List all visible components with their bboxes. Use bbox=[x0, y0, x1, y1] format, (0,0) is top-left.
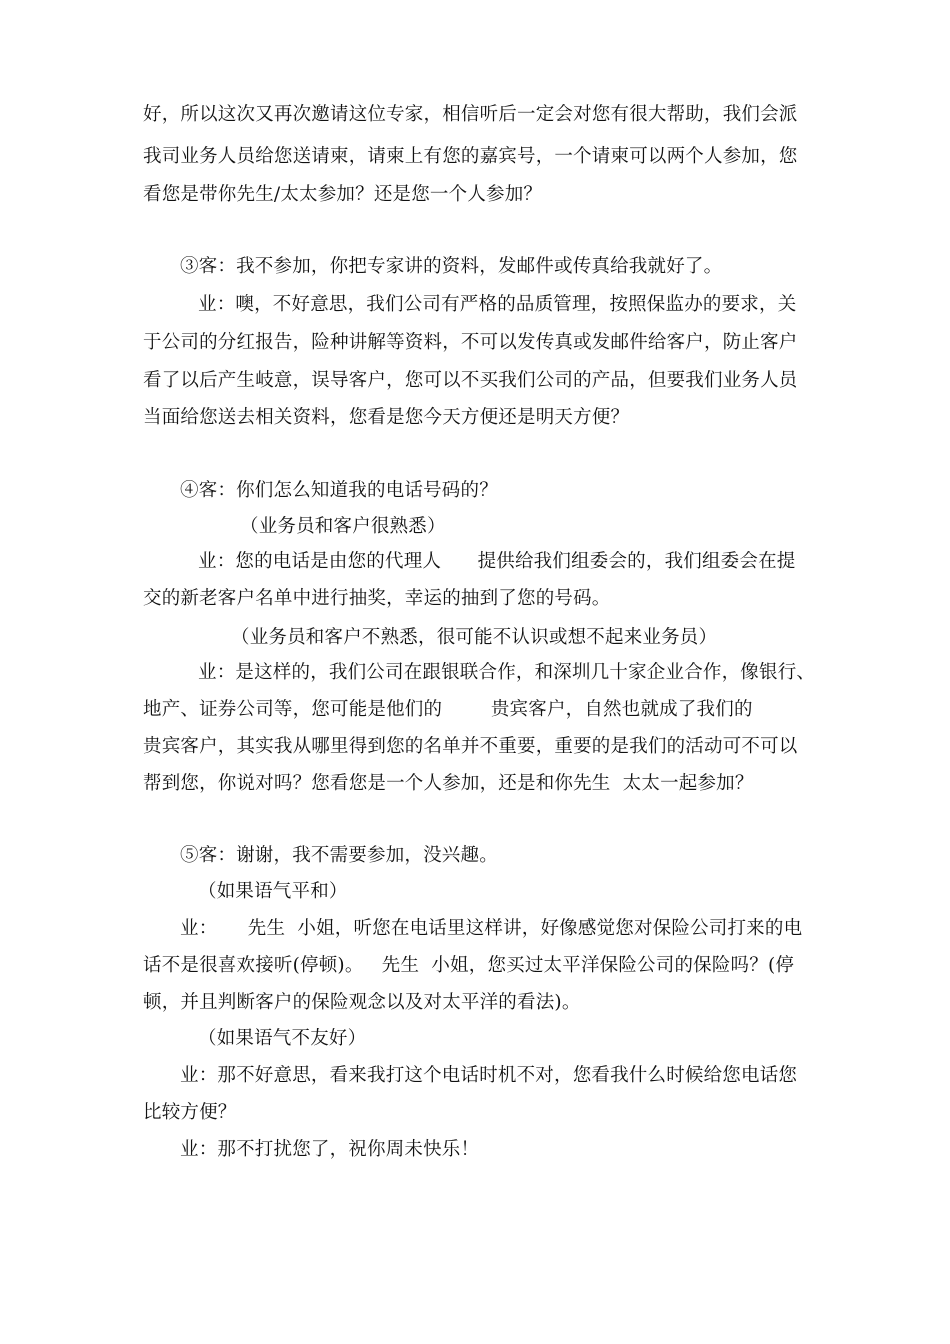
agent-reply-3-line-2: 于公司的分红报告，险种讲解等资料，不可以发传真或发邮件给客户，防止客户 bbox=[143, 332, 798, 353]
agent-reply-5a-line-1: 业： 先生 小姐，听您在电话里这样讲，好像感觉您对保险公司打来的电 bbox=[180, 918, 803, 939]
agent-reply-5b-line-1: 业：那不好意思，看来我打这个电话时机不对，您看我什么时候给您电话您 bbox=[180, 1065, 798, 1086]
condition-unfriendly-tone: （如果语气不友好） bbox=[198, 1028, 367, 1049]
agent-reply-5a-line-3: 顿，并且判断客户的保险观念以及对太平洋的看法)。 bbox=[143, 992, 581, 1013]
agent-reply-5b-line-2: 比较方便？ bbox=[143, 1102, 237, 1123]
agent-reply-5a-line-2: 话不是很喜欢接听(停顿)。 先生 小姐，您买过太平洋保险公司的保险吗？(停 bbox=[143, 955, 795, 976]
agent-reply-4b-line-1: 业：是这样的，我们公司在跟银联合作，和深圳几十家企业合作，像银行、 bbox=[198, 662, 816, 683]
agent-reply-3-line-4: 当面给您送去相关资料，您看是您今天方便还是明天方便？ bbox=[143, 407, 630, 428]
agent-reply-4a-line-2: 交的新老客户名单中进行抽奖，幸运的抽到了您的号码。 bbox=[143, 588, 611, 609]
agent-reply-4b-line-4: 帮到您，你说对吗？您看您是一个人参加，还是和你先生 太太一起参加？ bbox=[143, 773, 754, 794]
customer-line-4: ④客：你们怎么知道我的电话号码的？ bbox=[180, 480, 498, 501]
paragraph-line-1: 好，所以这次又再次邀请这位专家，相信听后一定会对您有很大帮助，我们会派 bbox=[143, 104, 798, 125]
condition-calm-tone: （如果语气平和） bbox=[198, 881, 348, 902]
agent-reply-4a-line-1: 业：您的电话是由您的代理人 提供给我们组委会的，我们组委会在提 bbox=[198, 551, 796, 572]
condition-familiar: （业务员和客户很熟悉） bbox=[240, 516, 446, 537]
agent-closing-line: 业：那不打扰您了，祝你周未快乐！ bbox=[180, 1139, 480, 1160]
agent-reply-3-line-1: 业：噢，不好意思，我们公司有严格的品质管理，按照保监办的要求，关 bbox=[198, 294, 797, 315]
paragraph-line-2: 我司业务人员给您送请柬，请柬上有您的嘉宾号，一个请柬可以两个人参加，您 bbox=[143, 146, 798, 167]
agent-reply-3-line-3: 看了以后产生岐意，误导客户，您可以不买我们公司的产品，但要我们业务人员 bbox=[143, 370, 798, 391]
customer-line-3: ③客：我不参加，你把专家讲的资料，发邮件或传真给我就好了。 bbox=[180, 256, 723, 277]
customer-line-5: ⑤客：谢谢，我不需要参加，没兴趣。 bbox=[180, 845, 498, 866]
paragraph-line-3: 看您是带你先生/太太参加？还是您一个人参加？ bbox=[143, 184, 543, 205]
condition-unfamiliar: （业务员和客户不熟悉，很可能不认识或想不起来业务员） bbox=[231, 627, 718, 648]
agent-reply-4b-line-2: 地产、证券公司等，您可能是他们的 贵宾客户，自然也就成了我们的 bbox=[143, 699, 753, 720]
agent-reply-4b-line-3: 贵宾客户，其实我从哪里得到您的名单并不重要，重要的是我们的活动可不可以 bbox=[143, 736, 798, 757]
